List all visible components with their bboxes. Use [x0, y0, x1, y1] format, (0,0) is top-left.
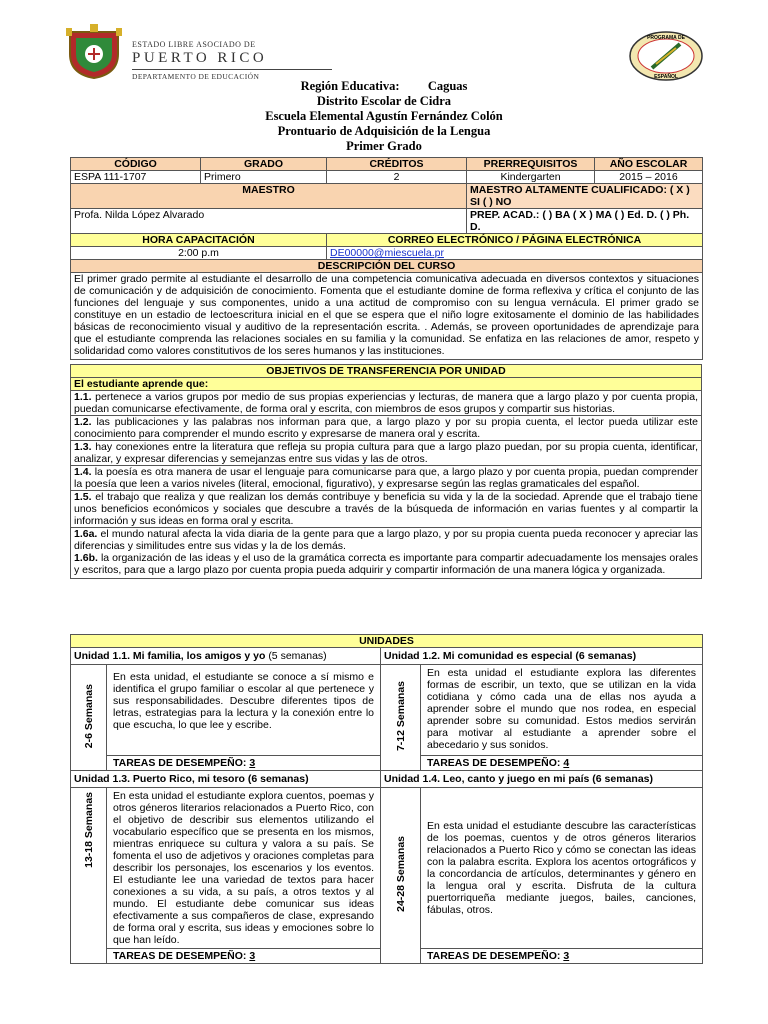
objetivos-heading: OBJETIVOS DE TRANSFERENCIA POR UNIDAD: [71, 365, 702, 378]
unit-1-1-tareas-count: 3: [249, 757, 256, 769]
course-info-section: [70, 157, 702, 360]
agency-divider: [132, 69, 332, 70]
objetivos-intro: El estudiante aprende que:: [71, 378, 702, 391]
header-branding: [62, 24, 282, 84]
unit-1-3-tareas-count: 3: [249, 950, 256, 962]
value-anio-escolar: 2015 – 2016: [595, 171, 703, 184]
header-maestro-cualificado: MAESTRO ALTAMENTE CUALIFICADO: ( X ) SI ( ) NO: [467, 184, 703, 209]
objetivo-number: 1.4.: [74, 466, 92, 478]
objetivo-number: 1.6b.: [74, 552, 98, 564]
unit-1-3-description: En esta unidad el estudiante explora cuentos, poemas y otros géneros literarios relacionados a Puerto Rico, con el objetivo de describir sus elementos utilizando el vocabulario específico que se presenta en los mismos, mientras enriquece su cultura y valora a su país. Se fomenta el uso de adjetivos y oraciones completas para describir los personajes, los escenarios y los eventos. El estudiante lee una variedad de textos para hacer conexiones a su vida, a su país, a otros textos y al mundo. El estudiante debe comunicar sus ideas efectivamente a sus compañeros de clase, expresando de forma oral y escrita, sus ideas y emociones sobre lo que han leído.: [107, 788, 381, 949]
region-label: Región Educativa:: [300, 79, 400, 93]
tareas-label: TAREAS DE DESEMPEÑO:: [113, 950, 247, 962]
document-titles: [0, 79, 768, 154]
value-prep-academica: PREP. ACAD.: ( ) BA ( X ) MA ( ) Ed. D. ( ) Ph. D.: [467, 209, 703, 234]
header-hora-capacitacion: HORA CAPACITACIÓN: [71, 234, 327, 247]
objetivo-text: las publicaciones y las palabras nos informan para que, a largo plazo y por su propia cuenta, el lector pueda utilizar este conocimiento para comprender el mundo escrito y expresarse de manera oral y escrita.: [74, 416, 698, 440]
unit-1-1-weeks-cell: [71, 665, 107, 771]
region-value: Caguas: [427, 79, 468, 93]
unit-1-1-tareas: [107, 756, 381, 771]
objetivo-text: hay conexiones entre la literatura que refleja su propia cultura para que a largo plazo puedan, por su propia cuenta, identificar, analizar, y expresar diferencias y semejanzas entre sus vidas y las de otros.: [74, 441, 698, 465]
objetivo-item: [71, 528, 702, 579]
objetivo-text: la organización de las ideas y el uso de la gramática correcta es importante para compartir adecuadamente los mensajes orales y escritos, para que a largo plazo por cuenta propia pueda adquirir y compartir información de una manera lógica y organizada.: [74, 552, 698, 576]
unit-1-4-tareas-count: 3: [563, 950, 570, 962]
unit-1-4-tareas: [421, 949, 703, 964]
unit-1-1-title: [71, 648, 381, 665]
header-correo: CORREO ELECTRÓNICO / PÁGINA ELECTRÓNICA: [327, 234, 703, 247]
unidades-heading: UNIDADES: [71, 635, 703, 648]
objetivo-text: el trabajo que realiza y que realizan los demás contribuye y beneficia su vida y la de la sociedad. Aprende que el trabajo tiene unos beneficios económicos y sociales que descubre a través de la búsqueda de información en varias fuentes y al compartir la información y sus ideas en forma oral y escrita.: [74, 491, 698, 527]
header-grado: GRADO: [201, 158, 327, 171]
region-line: [0, 79, 768, 94]
objetivo-text: el mundo natural afecta la vida diaria de la gente para que a largo plazo, y por su propia cuenta pueda reconocer y apreciar las diferencias y similitudes entre sus vidas y la de los demás.: [74, 528, 698, 552]
svg-text:ESPAÑOL: ESPAÑOL: [654, 74, 678, 80]
unit-1-1-description: En esta unidad, el estudiante se conoce a sí mismo e identifica el grupo familiar o escolar al que pertenece y sus responsabilidades. Descubre diferentes tipos de letras, estrategias para la lectura y la conexión entre lo que escucha, lo que lee y escribe.: [107, 665, 381, 756]
unit-1-1-weeks: 2-6 Semanas: [82, 683, 95, 749]
unidades-section: [70, 634, 702, 964]
unit-1-4-title: Unidad 1.4. Leo, canto y juego en mi país (6 semanas): [381, 771, 703, 788]
header-prerrequisitos: PRERREQUISITOS: [467, 158, 595, 171]
value-maestro: Profa. Nilda López Alvarado: [71, 209, 467, 234]
objetivo-number: 1.6a.: [74, 528, 98, 540]
correo-link[interactable]: DE00000@miescuela.pr: [330, 247, 444, 259]
value-grado: Primero: [201, 171, 327, 184]
objetivos-section: [70, 364, 702, 579]
objetivo-number: 1.3.: [74, 441, 92, 453]
prontuario-title: Prontuario de Adquisición de la Lengua: [277, 124, 491, 138]
agency-name: [132, 40, 342, 81]
unit-1-1-name: Unidad 1.1. Mi familia, los amigos y yo: [74, 650, 266, 662]
unit-1-2-description: En esta unidad el estudiante explora las diferentes formas de escribir, un texto, que se utilizan en la vida cotidiana y cómo cada una de ellas nos ayuda a aprender sobre el mundo que nos rodea, en especial aprender sobre su comunidad. Estos medios servirán para motivar al estudiante a aprender sobre el abecedario y sus sonidos.: [421, 665, 703, 756]
unit-1-4-weeks: 24-28 Semanas: [394, 836, 407, 912]
unit-1-2-tareas: [421, 756, 703, 771]
unit-1-1-duration: (5 semanas): [268, 650, 327, 662]
unit-1-3-weeks: 13-18 Semanas: [82, 792, 95, 868]
objetivo-text: la poesía es otra manera de usar el lenguaje para comunicarse para que, a largo plazo y por cuenta propia, puedan comprender la poesía que leen a varios niveles (literal, emocional, figurativo), y expresarse según las reglas gramaticales del español.: [74, 466, 698, 490]
tareas-label: TAREAS DE DESEMPEÑO:: [427, 950, 561, 962]
tareas-label: TAREAS DE DESEMPEÑO:: [427, 757, 561, 769]
objetivos-table: [70, 364, 702, 579]
course-description: El primer grado permite al estudiante el desarrollo de una competencia comunicativa adecuada en diversos contextos y situaciones de comunicación y de adquisición de conocimiento. Fomenta que el estudiante domine de forma reflexiva y crítica el conjunto de las funciones del lenguaje y sus componentes, unido a una actitud de compromiso con su lengua vernácula. El primer grado se constituye en un estadio de lectoescritura inicial en el que se espera que el niño logre exitosamente el dominio de las habilidades básicas de reconocimiento visual y auditivo de la representación escrita. . Además, se proveen oportunidades de aprendizaje para que el estudiante comprenda las relaciones sociales en su familia y la comunidad. Se enfatiza en las relaciones de amor, respeto y solidaridad como valores constitutivos de los seres humanos y las instituciones.: [71, 273, 703, 360]
header-descripcion: DESCRIPCIÓN DEL CURSO: [71, 260, 703, 273]
value-hora-capacitacion: 2:00 p.m: [71, 247, 327, 260]
objetivo-text: pertenece a varios grupos por medio de sus propias experiencias y lecturas, de manera que a largo plazo y por cuenta propia, puedan comunicarse efectivamente, de forma oral y escrita, con miembros de esos grupos y compartir sus historias.: [74, 391, 698, 415]
value-prerrequisitos: Kindergarten: [467, 171, 595, 184]
value-creditos: 2: [327, 171, 467, 184]
unit-1-2-title: Unidad 1.2. Mi comunidad es especial (6 semanas): [381, 648, 703, 665]
objetivo-item: [71, 416, 702, 441]
objetivo-item: [71, 491, 702, 528]
header-maestro: MAESTRO: [71, 184, 467, 209]
unit-1-3-tareas: [107, 949, 381, 964]
objetivo-number: 1.2.: [74, 416, 92, 428]
header-codigo: CÓDIGO: [71, 158, 201, 171]
programa-de-espanol-logo-icon: [626, 28, 706, 84]
unit-1-4-weeks-cell: [381, 788, 421, 964]
header-creditos: CRÉDITOS: [327, 158, 467, 171]
unidades-table: [70, 634, 703, 964]
unit-1-2-weeks: 7-12 Semanas: [394, 680, 407, 752]
course-info-table: [70, 157, 703, 360]
agency-line-2: PUERTO RICO: [132, 50, 268, 66]
objetivo-item: [71, 441, 702, 466]
agency-line-1: ESTADO LIBRE ASOCIADO DE: [132, 40, 256, 49]
objetivo-number: 1.5.: [74, 491, 92, 503]
objetivo-number: 1.1.: [74, 391, 92, 403]
unit-1-4-description: En esta unidad el estudiante descubre las características de los poemas, cuentos y de otros géneros literarios relacionados a Puerto Rico y cómo se conectan las ideas con la palabra escrita. Explora los acentos ortográficos y la concordancia de artículos, determinantes y género en la lengua oral y escrita. Disfruta de la cultura puertorriqueña mediante juegos, bailes, canciones, fábulas, otros.: [421, 788, 703, 949]
agency-line-3: DEPARTAMENTO DE EDUCACIÓN: [132, 72, 260, 81]
unit-1-2-weeks-cell: [381, 665, 421, 771]
unit-1-2-tareas-count: 4: [563, 757, 570, 769]
value-codigo: ESPA 111-1707: [71, 171, 201, 184]
svg-text:PROGRAMA DE: PROGRAMA DE: [647, 35, 685, 41]
objetivo-item: [71, 391, 702, 416]
unit-1-3-weeks-cell: [71, 788, 107, 964]
grade-title: Primer Grado: [346, 139, 422, 153]
header-anio-escolar: AÑO ESCOLAR: [595, 158, 703, 171]
value-correo-cell: [327, 247, 703, 260]
unit-1-3-title: Unidad 1.3. Puerto Rico, mi tesoro (6 semanas): [71, 771, 381, 788]
tareas-label: TAREAS DE DESEMPEÑO:: [113, 757, 247, 769]
school-title: Escuela Elemental Agustín Fernández Colón: [265, 109, 503, 123]
puerto-rico-seal-icon: [62, 24, 126, 80]
district-title: Distrito Escolar de Cidra: [316, 94, 452, 108]
objetivo-item: [71, 466, 702, 491]
